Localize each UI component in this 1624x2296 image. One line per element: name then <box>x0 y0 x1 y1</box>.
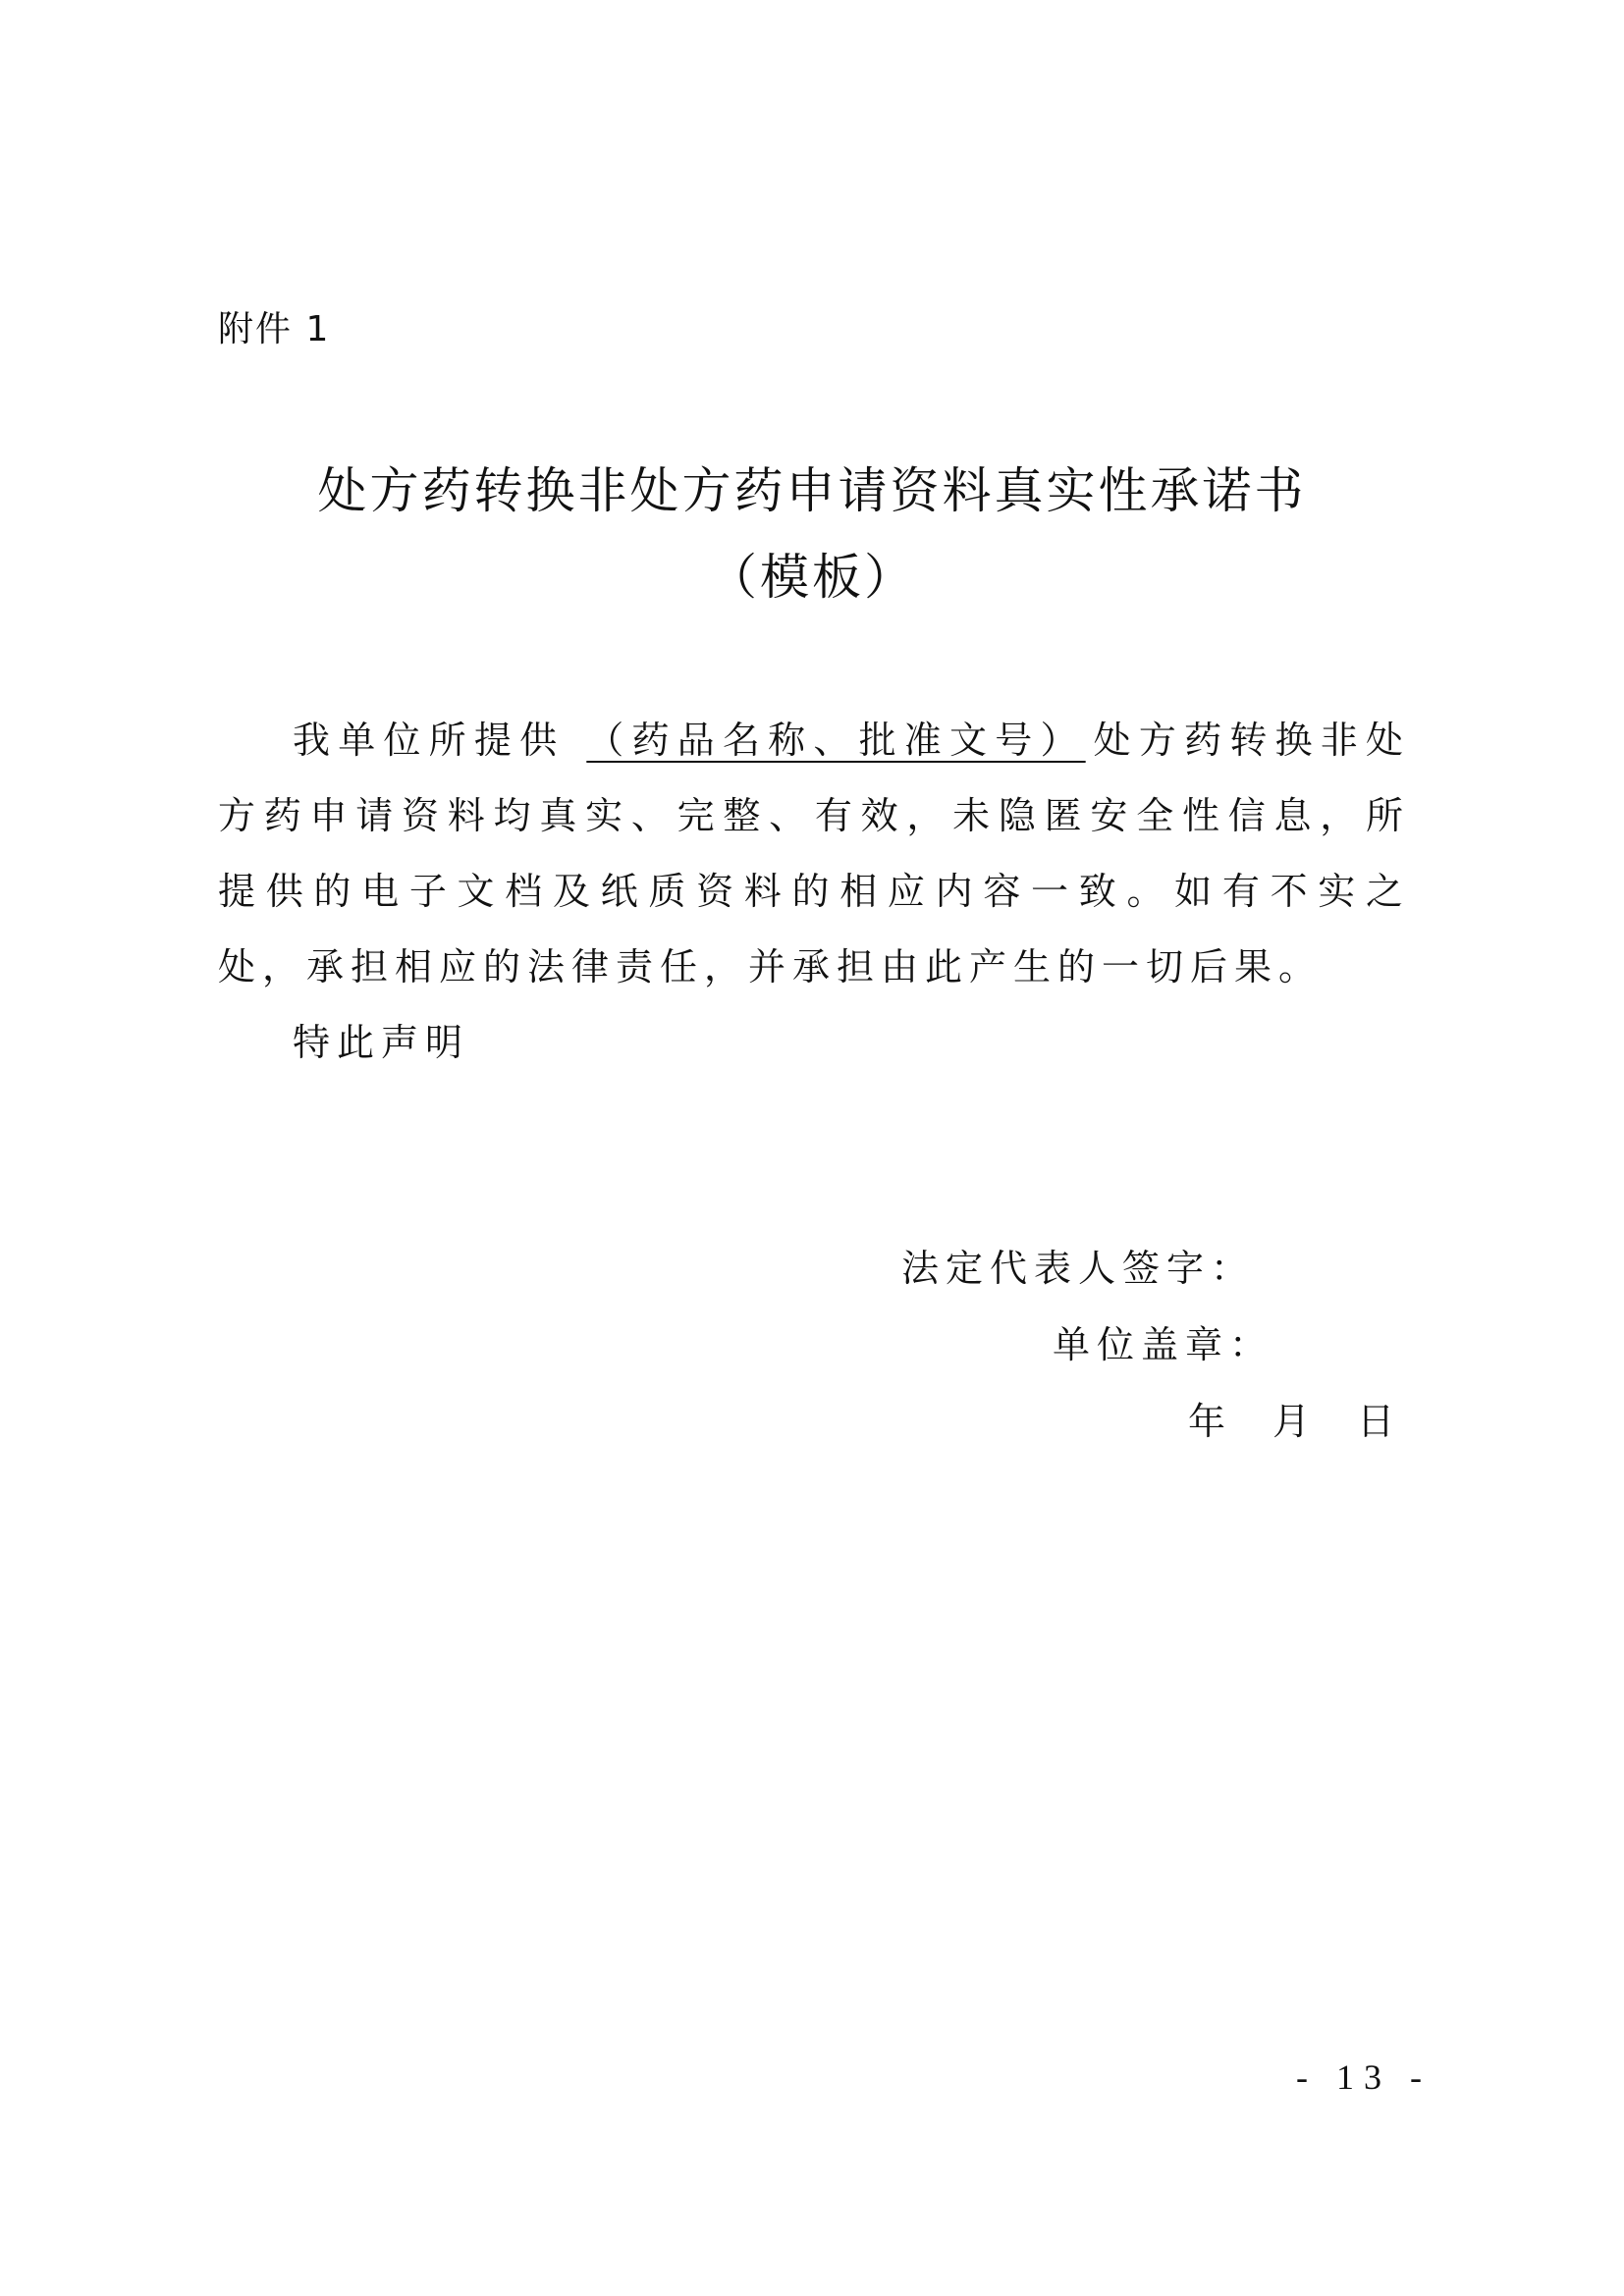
page-number: - 13 - <box>1296 2057 1432 2097</box>
document-title: 处方药转换非处方药申请资料真实性承诺书 <box>317 462 1307 519</box>
unit-seal-label: 单位盖章： <box>1053 1323 1274 1366</box>
drug-info-blank-field: （药品名称、批准文号） <box>586 719 1086 762</box>
document-subtitle: （模板） <box>708 549 916 606</box>
closing-statement: 特此声明 <box>293 1021 470 1064</box>
body-suffix: 处方药转换非处方药申请资料均真实、完整、有效，未隐匿安全性信息，所提供的电子文档及纸质资料的相应内容一致。如有不实之处，承担相应的法律责任，并承担由此产生的一切后果。 <box>218 719 1410 988</box>
date-label: 年 月 日 <box>1188 1400 1402 1443</box>
legal-representative-signature-label: 法定代表人签字： <box>901 1247 1256 1290</box>
commitment-paragraph <box>218 703 1410 1005</box>
body-prefix: 我单位所提供 <box>293 719 566 762</box>
attachment-label: 附件 1 <box>218 309 331 349</box>
